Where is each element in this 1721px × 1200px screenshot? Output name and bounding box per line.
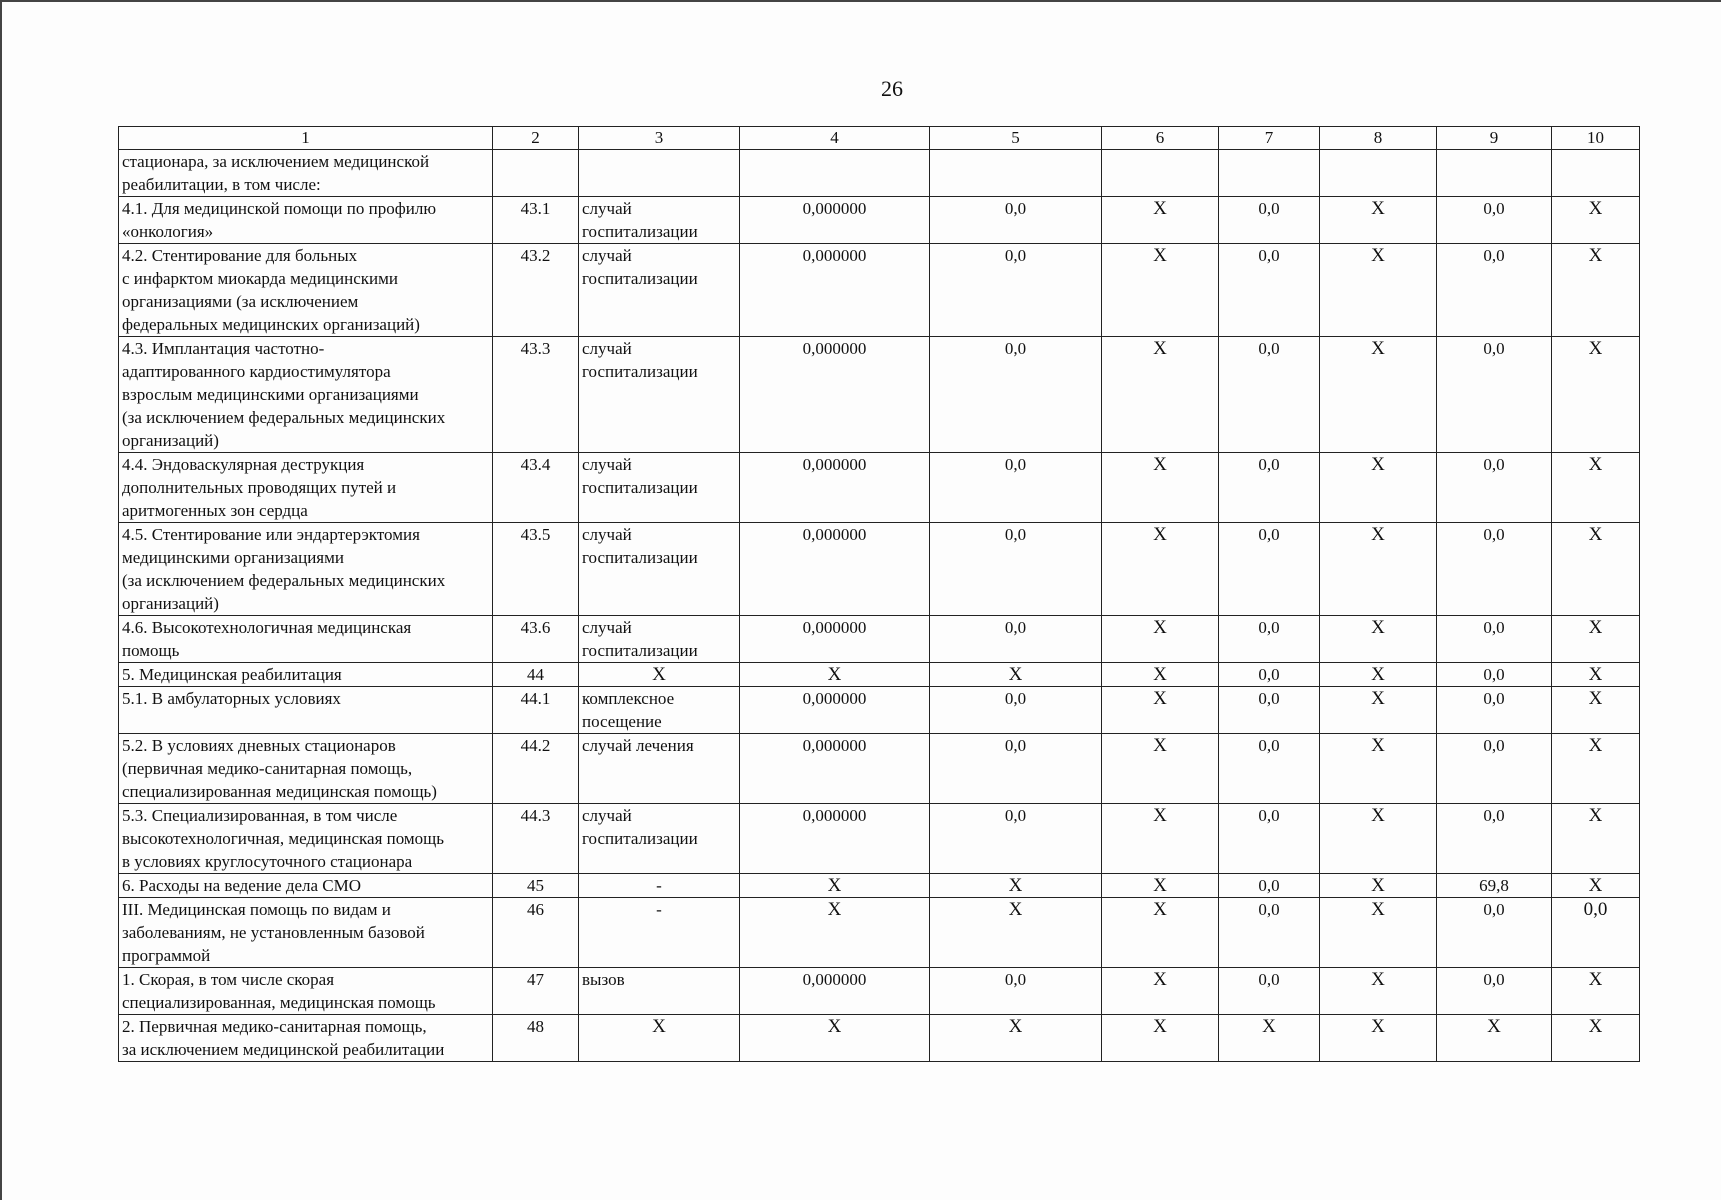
unit-cell — [579, 968, 740, 1015]
value-cell: 0,0 — [1437, 197, 1552, 244]
value-cell: X — [1102, 804, 1219, 874]
value-cell: 0,0 — [1219, 244, 1320, 337]
row-name-line: организациями (за исключением — [122, 292, 359, 311]
value-cell: 0,0 — [1219, 804, 1320, 874]
value-cell: 0,0 — [1437, 968, 1552, 1015]
page-frame-left — [0, 0, 2, 1200]
row-name-line: высокотехнологичная, медицинская помощь — [122, 829, 445, 848]
unit-cell: X — [579, 663, 740, 687]
row-name-line: 4.5. Стентирование или эндартерэктомия — [122, 525, 420, 544]
value-cell: 0,0 — [1437, 453, 1552, 523]
value-cell: X — [1102, 687, 1219, 734]
row-code-cell: 48 — [493, 1015, 579, 1062]
value-cell: 0,0 — [930, 197, 1102, 244]
unit-cell — [579, 453, 740, 523]
value-cell: X — [740, 874, 930, 898]
value-cell: X — [1320, 1015, 1437, 1062]
value-cell: X — [930, 898, 1102, 968]
value-cell: 0,0 — [930, 687, 1102, 734]
row-name-line: федеральных медицинских организаций) — [122, 315, 420, 334]
value-cell: 0,0 — [1552, 898, 1640, 968]
row-code-cell — [493, 150, 579, 197]
row-name-line: «онкология» — [122, 222, 214, 241]
row-code-cell: 47 — [493, 968, 579, 1015]
value-cell: 0,000000 — [740, 197, 930, 244]
row-name-line: взрослым медицинскими организациями — [122, 385, 419, 404]
value-cell: X — [1552, 804, 1640, 874]
value-cell: X — [1320, 687, 1437, 734]
row-name-line: специализированная, медицинская помощь — [122, 993, 436, 1012]
unit-line: госпитализации — [582, 548, 698, 567]
value-cell: X — [1552, 734, 1640, 804]
value-cell: 0,0 — [1219, 898, 1320, 968]
value-cell: X — [1552, 687, 1640, 734]
table-row — [119, 150, 1640, 197]
row-name-line: с инфарктом миокарда медицинскими — [122, 269, 398, 288]
row-code-cell: 44.1 — [493, 687, 579, 734]
row-name-line: в условиях круглосуточного стационара — [122, 852, 413, 871]
row-name-line: 1. Скорая, в том числе скорая — [122, 970, 335, 989]
unit-line: случай — [582, 618, 632, 637]
row-name-cell — [119, 898, 493, 968]
row-name-line: (первичная медико-санитарная помощь, — [122, 759, 413, 778]
value-cell: X — [1552, 523, 1640, 616]
value-cell: 0,0 — [1437, 616, 1552, 663]
table-row — [119, 687, 1640, 734]
value-cell: X — [1552, 244, 1640, 337]
unit-cell — [579, 197, 740, 244]
value-cell: 0,0 — [1219, 687, 1320, 734]
table-row — [119, 616, 1640, 663]
value-cell: 0,000000 — [740, 804, 930, 874]
table-row — [119, 804, 1640, 874]
unit-line: госпитализации — [582, 362, 698, 381]
value-cell: X — [1320, 968, 1437, 1015]
value-cell — [930, 150, 1102, 197]
value-cell: 0,0 — [1219, 663, 1320, 687]
row-name-line: 5. Медицинская реабилитация — [122, 665, 342, 684]
value-cell: X — [1552, 968, 1640, 1015]
value-cell: X — [1320, 244, 1437, 337]
value-cell: 0,000000 — [740, 244, 930, 337]
value-cell: X — [930, 1015, 1102, 1062]
value-cell — [1552, 150, 1640, 197]
row-name-cell — [119, 968, 493, 1015]
value-cell: X — [1102, 197, 1219, 244]
row-name-line: 5.3. Специализированная, в том числе — [122, 806, 398, 825]
header-cell: 8 — [1320, 127, 1437, 150]
table-row — [119, 337, 1640, 453]
row-code-cell: 44 — [493, 663, 579, 687]
value-cell: X — [930, 663, 1102, 687]
value-cell: 0,0 — [930, 244, 1102, 337]
value-cell: X — [1552, 337, 1640, 453]
value-cell: 0,0 — [1219, 874, 1320, 898]
row-code-cell: 43.5 — [493, 523, 579, 616]
unit-line: случай — [582, 199, 632, 218]
row-code-cell: 46 — [493, 898, 579, 968]
table-row — [119, 734, 1640, 804]
row-name-line: медицинскими организациями — [122, 548, 344, 567]
value-cell: X — [1102, 337, 1219, 453]
row-name-cell — [119, 687, 493, 734]
value-cell: 0,000000 — [740, 337, 930, 453]
row-name-line: за исключением медицинской реабилитации — [122, 1040, 445, 1059]
value-cell: X — [740, 1015, 930, 1062]
header-cell: 3 — [579, 127, 740, 150]
header-cell: 5 — [930, 127, 1102, 150]
unit-line: случай лечения — [582, 736, 694, 755]
value-cell: X — [1552, 616, 1640, 663]
unit-cell — [579, 523, 740, 616]
row-name-cell — [119, 663, 493, 687]
table-row — [119, 1015, 1640, 1062]
row-code-cell: 45 — [493, 874, 579, 898]
unit-line: комплексное — [582, 689, 675, 708]
row-name-line: программой — [122, 946, 211, 965]
unit-line: вызов — [582, 970, 625, 989]
table-row — [119, 898, 1640, 968]
unit-cell — [579, 150, 740, 197]
table-row — [119, 523, 1640, 616]
value-cell: 69,8 — [1437, 874, 1552, 898]
value-cell: 0,000000 — [740, 968, 930, 1015]
row-name-line: (за исключением федеральных медицинских — [122, 408, 446, 427]
unit-cell — [579, 734, 740, 804]
value-cell: X — [1320, 616, 1437, 663]
row-name-line: стационара, за исключением медицинской — [122, 152, 430, 171]
value-cell: X — [1320, 898, 1437, 968]
value-cell: X — [1320, 804, 1437, 874]
value-cell: 0,0 — [930, 734, 1102, 804]
row-code-cell: 44.2 — [493, 734, 579, 804]
row-name-line: (за исключением федеральных медицинских — [122, 571, 446, 590]
row-name-cell — [119, 804, 493, 874]
value-cell: 0,0 — [1219, 523, 1320, 616]
header-cell: 6 — [1102, 127, 1219, 150]
value-cell: 0,0 — [930, 453, 1102, 523]
row-name-line: помощь — [122, 641, 180, 660]
unit-cell — [579, 804, 740, 874]
table-row — [119, 968, 1640, 1015]
row-name-cell — [119, 616, 493, 663]
header-cell: 1 — [119, 127, 493, 150]
row-name-line: аритмогенных зон сердца — [122, 501, 308, 520]
value-cell: 0,0 — [1219, 337, 1320, 453]
row-name-line: 4.4. Эндоваскулярная деструкция — [122, 455, 365, 474]
row-name-line: 5.1. В амбулаторных условиях — [122, 689, 341, 708]
row-code-cell: 43.6 — [493, 616, 579, 663]
row-name-cell — [119, 874, 493, 898]
row-code-cell: 44.3 — [493, 804, 579, 874]
value-cell: 0,0 — [930, 337, 1102, 453]
value-cell: X — [1102, 874, 1219, 898]
value-cell: 0,0 — [1437, 898, 1552, 968]
value-cell: 0,0 — [930, 804, 1102, 874]
row-name-line: реабилитации, в том числе: — [122, 175, 321, 194]
value-cell: X — [1102, 898, 1219, 968]
row-name-line: специализированная медицинская помощь) — [122, 782, 437, 801]
value-cell: X — [1320, 874, 1437, 898]
value-cell: 0,000000 — [740, 453, 930, 523]
row-code-cell: 43.4 — [493, 453, 579, 523]
value-cell — [740, 150, 930, 197]
row-code-cell: 43.1 — [493, 197, 579, 244]
value-cell — [1102, 150, 1219, 197]
value-cell — [1320, 150, 1437, 197]
row-name-line: 4.3. Имплантация частотно- — [122, 339, 325, 358]
row-name-line: 6. Расходы на ведение дела СМО — [122, 876, 362, 895]
row-name-cell — [119, 150, 493, 197]
row-name-line: организаций) — [122, 594, 219, 613]
unit-cell: - — [579, 874, 740, 898]
page-frame-top — [0, 0, 1721, 2]
value-cell: 0,0 — [930, 523, 1102, 616]
unit-line: случай — [582, 339, 632, 358]
value-cell: X — [1320, 523, 1437, 616]
unit-cell — [579, 616, 740, 663]
value-cell: 0,0 — [1437, 734, 1552, 804]
unit-line: госпитализации — [582, 478, 698, 497]
row-name-cell — [119, 1015, 493, 1062]
value-cell: 0,0 — [1437, 244, 1552, 337]
value-cell: 0,0 — [1437, 804, 1552, 874]
row-code-cell: 43.3 — [493, 337, 579, 453]
row-name-cell — [119, 337, 493, 453]
unit-line: посещение — [582, 712, 662, 731]
value-cell: X — [930, 874, 1102, 898]
value-cell: X — [1102, 663, 1219, 687]
row-name-line: адаптированного кардиостимулятора — [122, 362, 391, 381]
value-cell: 0,0 — [1437, 663, 1552, 687]
row-name-cell — [119, 453, 493, 523]
unit-line: случай — [582, 246, 632, 265]
row-name-line: 4.2. Стентирование для больных — [122, 246, 358, 265]
value-cell: X — [1102, 453, 1219, 523]
row-name-cell — [119, 197, 493, 244]
row-name-cell — [119, 244, 493, 337]
value-cell: 0,000000 — [740, 687, 930, 734]
unit-cell: X — [579, 1015, 740, 1062]
value-cell: X — [1552, 874, 1640, 898]
table-row — [119, 453, 1640, 523]
value-cell: X — [740, 663, 930, 687]
value-cell: 0,0 — [1219, 197, 1320, 244]
row-name-cell — [119, 734, 493, 804]
row-name-line: дополнительных проводящих путей и — [122, 478, 397, 497]
header-cell: 2 — [493, 127, 579, 150]
value-cell — [1437, 150, 1552, 197]
row-name-cell — [119, 523, 493, 616]
value-cell: X — [1552, 1015, 1640, 1062]
row-name-line: 4.1. Для медицинской помощи по профилю — [122, 199, 437, 218]
unit-cell: - — [579, 898, 740, 968]
value-cell: X — [1437, 1015, 1552, 1062]
value-cell: X — [1320, 663, 1437, 687]
data-table — [118, 126, 1640, 1062]
value-cell: X — [1102, 244, 1219, 337]
value-cell: X — [1102, 734, 1219, 804]
row-name-line: III. Медицинская помощь по видам и — [122, 900, 391, 919]
row-name-line: 4.6. Высокотехнологичная медицинская — [122, 618, 412, 637]
value-cell: X — [1219, 1015, 1320, 1062]
value-cell: X — [1552, 453, 1640, 523]
unit-line: случай — [582, 525, 632, 544]
unit-line: случай — [582, 806, 632, 825]
value-cell: X — [740, 898, 930, 968]
value-cell: X — [1320, 453, 1437, 523]
unit-cell — [579, 687, 740, 734]
value-cell: X — [1102, 523, 1219, 616]
value-cell: 0,000000 — [740, 616, 930, 663]
unit-cell — [579, 337, 740, 453]
value-cell: 0,0 — [1437, 523, 1552, 616]
header-cell: 10 — [1552, 127, 1640, 150]
row-name-line: 5.2. В условиях дневных стационаров — [122, 736, 396, 755]
unit-line: госпитализации — [582, 641, 698, 660]
value-cell: 0,0 — [1437, 337, 1552, 453]
value-cell: 0,0 — [1219, 453, 1320, 523]
value-cell: 0,0 — [1219, 968, 1320, 1015]
value-cell: 0,0 — [930, 616, 1102, 663]
table-row — [119, 244, 1640, 337]
value-cell: X — [1320, 337, 1437, 453]
header-cell: 4 — [740, 127, 930, 150]
value-cell: 0,0 — [1219, 734, 1320, 804]
header-cell: 7 — [1219, 127, 1320, 150]
value-cell — [1219, 150, 1320, 197]
header-cell: 9 — [1437, 127, 1552, 150]
table-row — [119, 874, 1640, 898]
unit-cell — [579, 244, 740, 337]
value-cell: 0,000000 — [740, 523, 930, 616]
row-name-line: организаций) — [122, 431, 219, 450]
value-cell: 0,0 — [1219, 616, 1320, 663]
value-cell: 0,0 — [1437, 687, 1552, 734]
value-cell: X — [1552, 663, 1640, 687]
value-cell: 0,0 — [930, 968, 1102, 1015]
value-cell: X — [1320, 734, 1437, 804]
value-cell: 0,000000 — [740, 734, 930, 804]
unit-line: госпитализации — [582, 829, 698, 848]
unit-line: госпитализации — [582, 269, 698, 288]
row-name-line: заболеваниям, не установленным базовой — [122, 923, 425, 942]
value-cell: X — [1102, 968, 1219, 1015]
unit-line: случай — [582, 455, 632, 474]
value-cell: X — [1102, 1015, 1219, 1062]
table-row — [119, 663, 1640, 687]
value-cell: X — [1552, 197, 1640, 244]
page-number: 26 — [881, 76, 903, 101]
row-code-cell: 43.2 — [493, 244, 579, 337]
unit-line: госпитализации — [582, 222, 698, 241]
row-name-line: 2. Первичная медико-санитарная помощь, — [122, 1017, 427, 1036]
header-row — [119, 127, 1640, 150]
value-cell: X — [1320, 197, 1437, 244]
value-cell: X — [1102, 616, 1219, 663]
table-row — [119, 197, 1640, 244]
